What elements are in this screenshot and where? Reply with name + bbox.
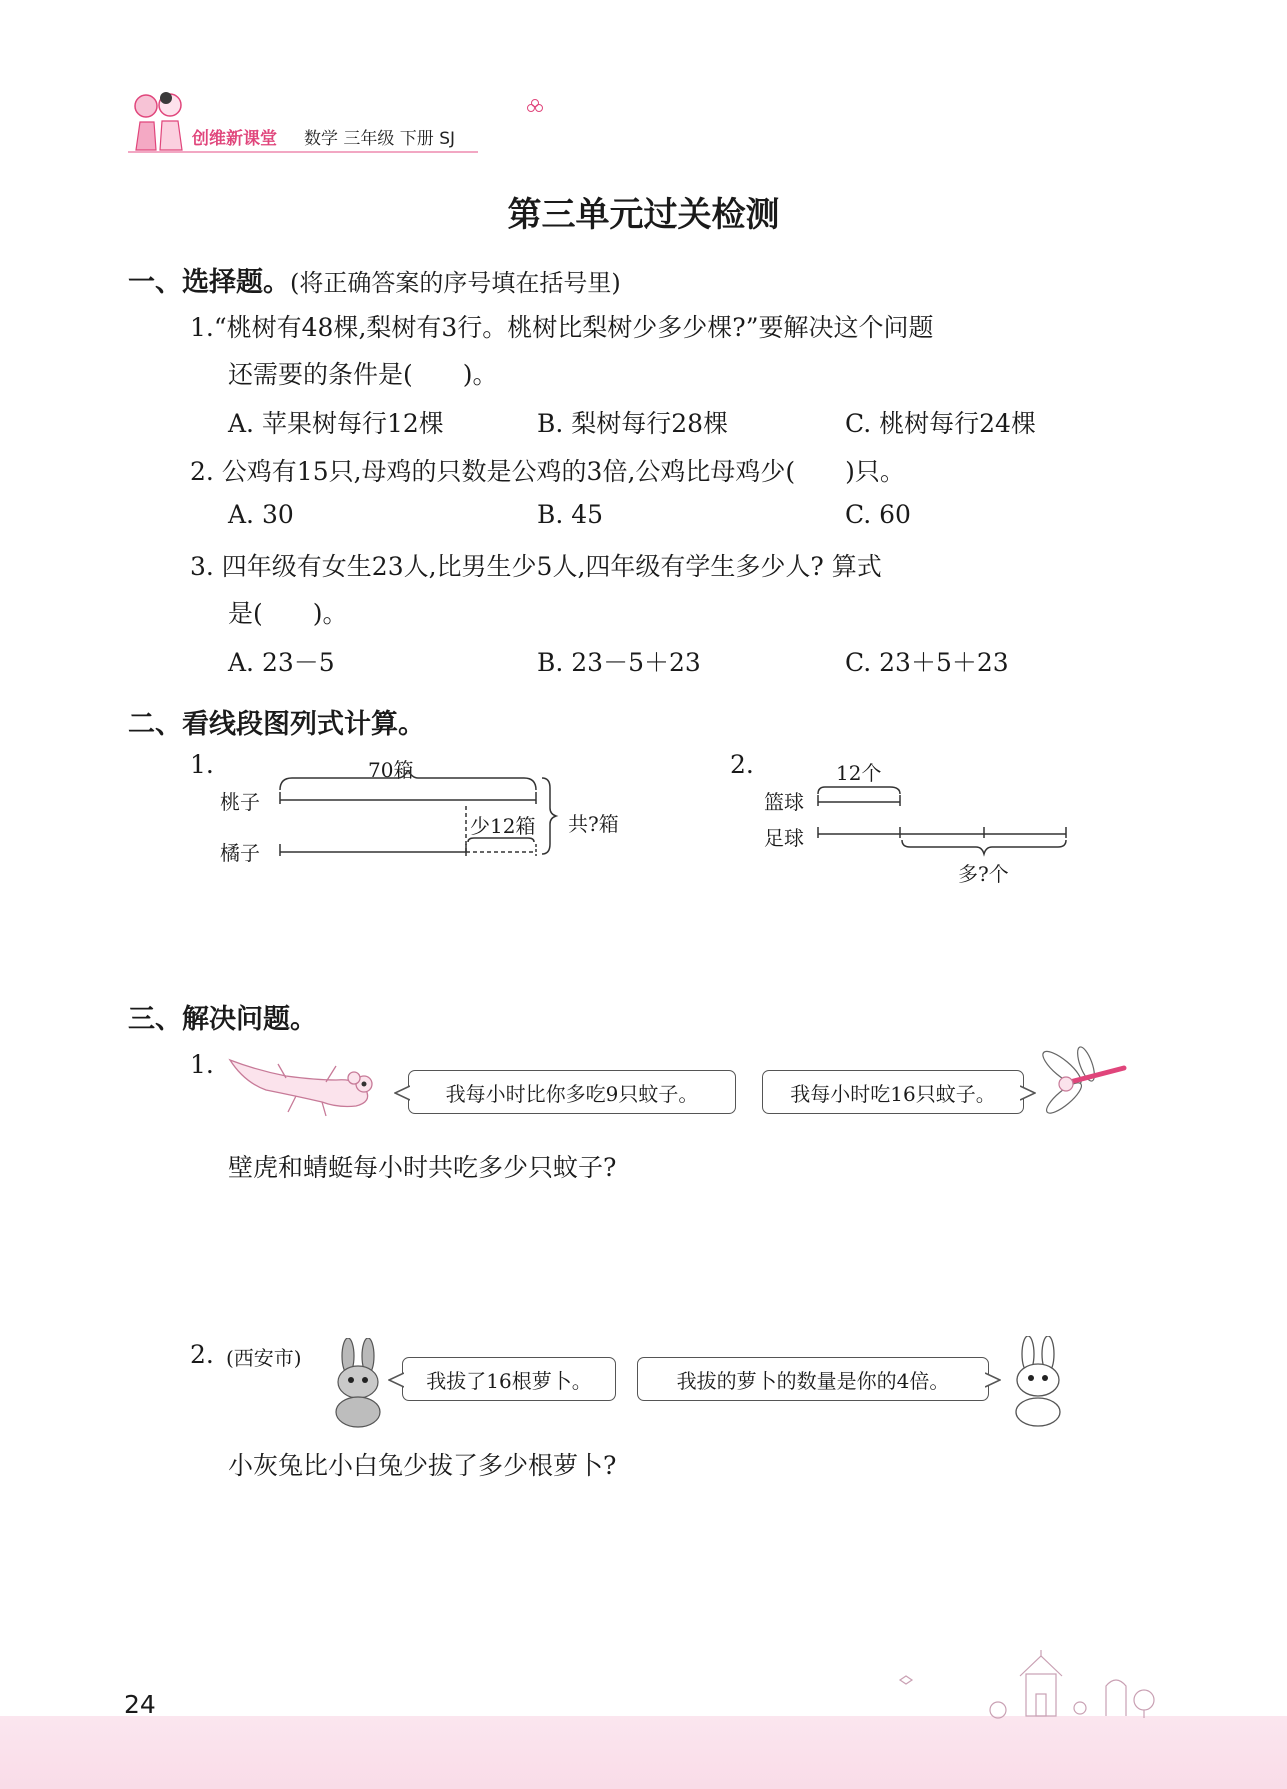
diagram1-row1-label: 桃子: [220, 790, 260, 814]
diagram1-diff-label: 少12箱: [470, 814, 536, 838]
kids-logo-icon: [126, 88, 192, 154]
diagram1-number: 1.: [190, 750, 214, 779]
diagram2-row1-label: 篮球: [764, 790, 804, 814]
problem1-question: 壁虎和蜻蜓每小时共吃多少只蚊子?: [228, 1153, 617, 1182]
header-brand: 创维新课堂: [192, 129, 277, 149]
q3-option-c: C. 23＋5＋23: [845, 648, 1009, 677]
problem1-bubble-right-text: 我每小时吃16只蚊子。: [790, 1081, 996, 1106]
castle-icon: [890, 1650, 1170, 1720]
section3-title: 三、解决问题。: [128, 1004, 317, 1035]
diagram2-more-label: 多?个: [958, 862, 1009, 886]
problem2-bubble-left-text: 我拔了16根萝卜。: [426, 1368, 592, 1393]
diagram1-total-label: 共?箱: [568, 812, 619, 836]
q3-option-b: B. 23－5＋23: [537, 648, 701, 677]
section1-heading: [128, 260, 621, 299]
gray-rabbit-icon: [326, 1338, 392, 1428]
problem2-bubble-right: [637, 1357, 989, 1401]
diagram2-row2-label: 足球: [764, 826, 804, 850]
q2-option-c: C. 60: [845, 500, 911, 529]
bubble-tail-left-icon: [388, 1371, 404, 1389]
diagram2-top-label: 12个: [836, 761, 882, 785]
diagram2-number: 2.: [730, 750, 754, 779]
q3-line2: 是( )。: [228, 599, 348, 628]
flower-icon: [526, 98, 544, 116]
q1-line2: 还需要的条件是( )。: [228, 360, 498, 389]
problem2-source: (西安市): [226, 1346, 302, 1370]
q1-option-a: A. 苹果树每行12棵: [228, 409, 444, 438]
section1-title: 一、选择题。: [128, 267, 290, 298]
q2-option-a: A. 30: [228, 500, 294, 529]
problem2-bubble-right-text: 我拔的萝卜的数量是你的4倍。: [676, 1368, 950, 1393]
section2-title: 二、看线段图列式计算。: [128, 709, 425, 740]
diagram1-row2-label: 橘子: [220, 841, 260, 865]
problem2-number: 2.: [190, 1340, 214, 1369]
section1-note: (将正确答案的序号填在括号里): [290, 269, 621, 297]
diagram1-top-label: 70箱: [368, 758, 414, 782]
q3-line1: 3. 四年级有女生23人,比男生少5人,四年级有学生多少人? 算式: [190, 552, 882, 581]
bubble-tail-left-icon: [394, 1084, 410, 1102]
q1-option-b: B. 梨树每行28棵: [537, 409, 729, 438]
header-divider: [128, 151, 478, 153]
gecko-icon: [226, 1050, 386, 1120]
page-number: 24: [124, 1690, 156, 1719]
footer-band: [0, 1716, 1287, 1789]
problem1-number: 1.: [190, 1050, 214, 1079]
diagram2-line-segments: [810, 780, 1074, 860]
bubble-tail-right-icon: [985, 1371, 1001, 1389]
q3-option-a: A. 23－5: [228, 648, 335, 677]
problem1-bubble-left-text: 我每小时比你多吃9只蚊子。: [445, 1081, 699, 1106]
q2-line1: 2. 公鸡有15只,母鸡的只数是公鸡的3倍,公鸡比母鸡少( )只。: [190, 457, 905, 486]
q1-option-c: C. 桃树每行24棵: [845, 409, 1036, 438]
problem2-bubble-left: [402, 1357, 616, 1401]
white-rabbit-icon: [1004, 1336, 1074, 1428]
dragonfly-icon: [1034, 1046, 1128, 1126]
problem2-question: 小灰兔比小白兔少拔了多少根萝卜?: [228, 1451, 617, 1480]
q1-line1: 1.“桃树有48棵,梨树有3行。桃树比梨树少多少棵?”要解决这个问题: [190, 313, 934, 342]
problem1-bubble-right: [762, 1070, 1024, 1114]
header-meta: 数学 三年级 下册 SJ: [304, 129, 456, 149]
problem1-bubble-left: [408, 1070, 736, 1114]
page-title: 第三单元过关检测: [507, 195, 780, 235]
q2-option-b: B. 45: [537, 500, 604, 529]
diagram1-line-segments: [270, 770, 560, 860]
